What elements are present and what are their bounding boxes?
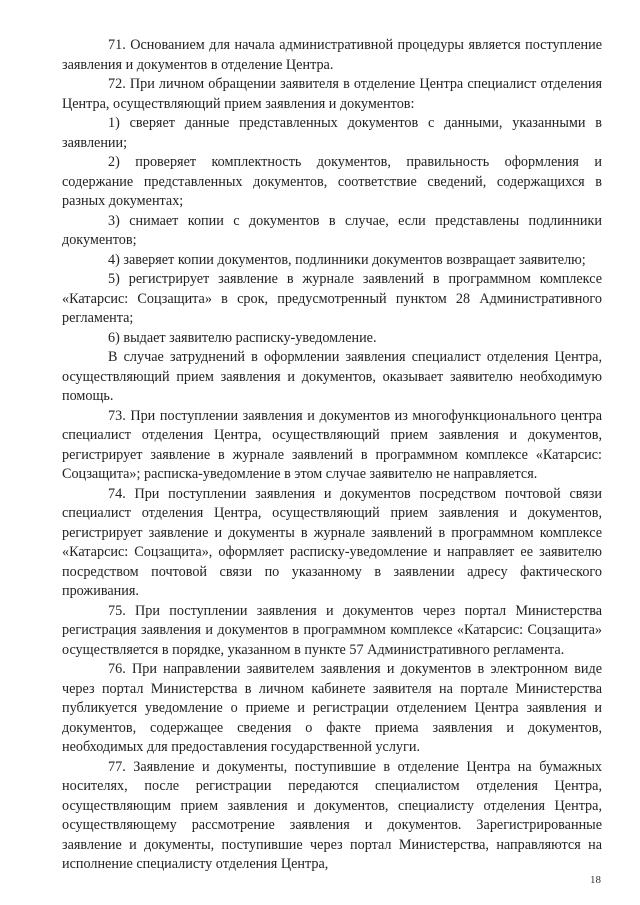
list-item-3: 3) снимает копии с документов в случае, если представлены подлинники документов; [62,212,602,248]
document-body [62,36,602,875]
paragraph-76: 76. При направлении заявителем заявления и документов в электронном виде через портал Министерства в личном кабинете заявителя на портале Министерства публикуется уведомление о приеме и регистрации отделением Центра заявления и документов, содержащее сведения о факте приема заявления и документов, необходимых для предоставления государственной услуги. [62,661,602,755]
paragraph-75: 75. При поступлении заявления и документов через портал Министерства регистрация заявления и документов в программном комплексе «Катарсис: Соцзащита» осуществляется в порядке, указанном в пункте 57 Административного регламента. [62,602,602,658]
list-item-5: 5) регистрирует заявление в журнале заявлений в программном комплексе «Катарсис: Соцзащита» в срок, предусмотренный пунктом 28 Административного регламента; [62,271,602,326]
list-item-2: 2) проверяет комплектность документов, правильность оформления и содержание представленных документов, соответствие сведений, содержащихся в разных документах; [62,154,602,209]
paragraph-difficulties: В случае затруднений в оформлении заявления специалист отделения Центра, осуществляющий прием заявления и документов, оказывает заявителю необходимую помощь. [62,349,602,404]
list-item-4: 4) заверяет копии документов, подлинники документов возвращает заявителю; [108,251,586,268]
page-number: 18 [590,874,601,886]
paragraph-71: 71. Основанием для начала административной процедуры является поступление заявления и документов в отделение Центра. [62,37,602,73]
list-item-1: 1) сверяет данные представленных документов с данными, указанными в заявлении; [62,115,602,151]
paragraph-74: 74. При поступлении заявления и документов посредством почтовой связи специалист отделения Центра, осуществляющий прием заявления и документов, регистрирует заявление и документы в журнале заявлений в программном комплексе «Катарсис: Соцзащита», оформляет расписку-уведомление и направляет ее заявителю посредством почтовой связи по указанному в заявлении адресу фактического проживания. [62,485,602,599]
paragraph-77: 77. Заявление и документы, поступившие в отделение Центра на бумажных носителях, после регистрации передаются специалистом отделения Центра, осуществляющим прием заявления и документов, специалисту отделения Центра, осуществляющему рассмотрение заявления и документов. Зарегистрированные заявление и документы, поступившие через портал Министерства, направляются на исполнение специалисту отделения Центра, [62,758,602,872]
paragraph-73: 73. При поступлении заявления и документов из многофункционального центра специалист отделения Центра, осуществляющий прием заявления и документов, регистрирует заявление в журнале заявлений в программном комплексе «Катарсис: Соцзащита»; расписка-уведомление в этом случае заявителю не направляется. [62,407,602,482]
list-item-6: 6) выдает заявителю расписку-уведомление. [108,329,377,346]
paragraph-72: 72. При личном обращении заявителя в отделение Центра специалист отделения Центра, осуществляющий прием заявления и документов: [62,76,602,112]
